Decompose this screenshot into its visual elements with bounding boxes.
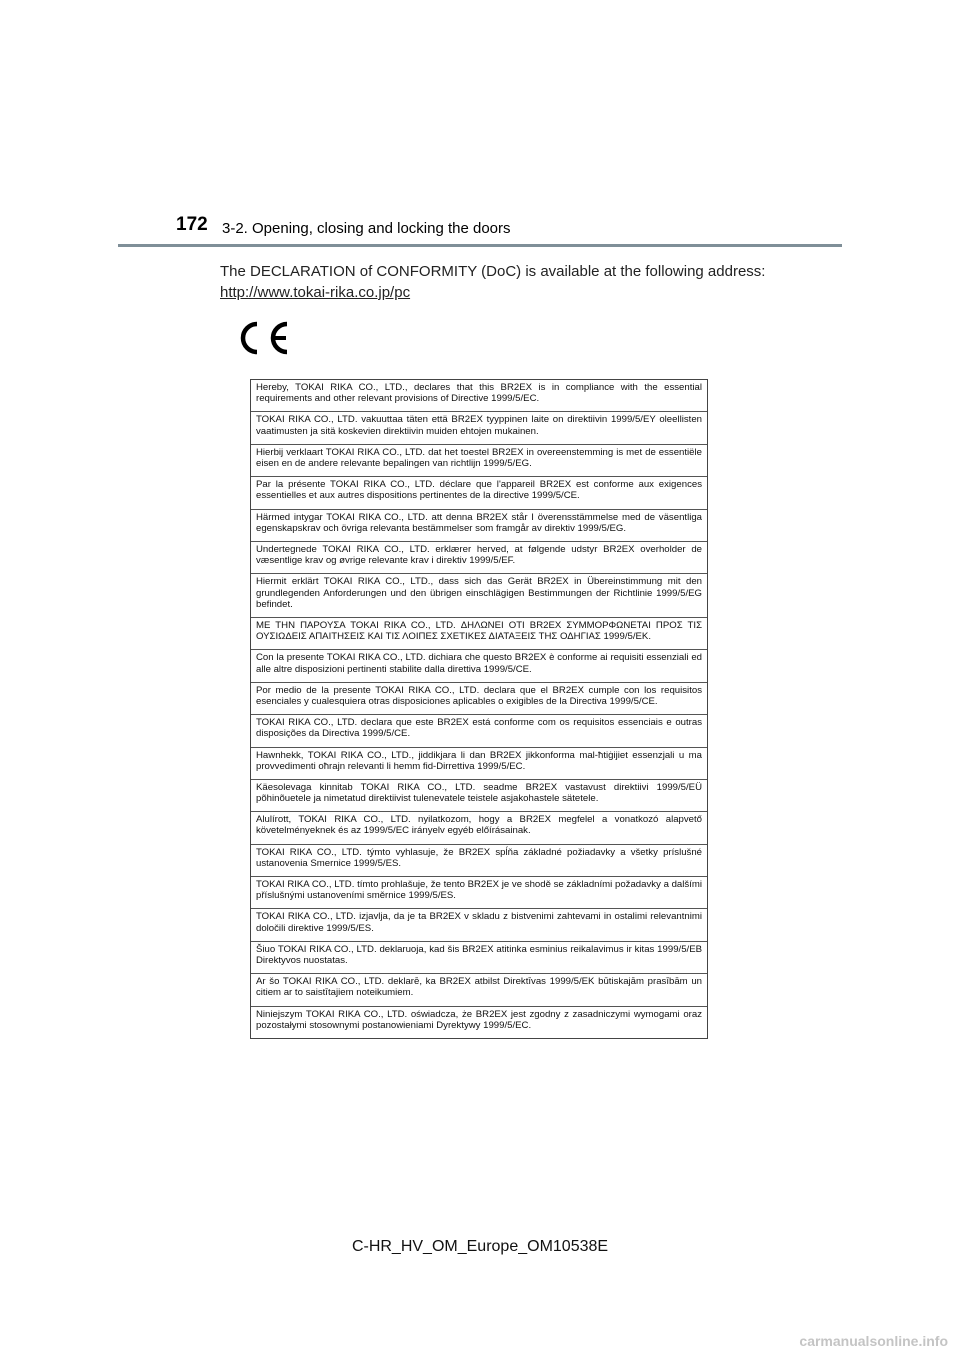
declaration-row: TOKAI RIKA CO., LTD. declara que este BR2EX está conforme com os requisitos essenciais e outras disposições da Directiva 1999/5/CE. [251, 715, 707, 747]
declaration-row: TOKAI RIKA CO., LTD. vakuuttaa täten että BR2EX tyyppinen laite on direktiivin 1999/5/EY oleellisten vaatimusten ja sitä koskevien direktiivin muiden ehtojen mukainen. [251, 412, 707, 444]
watermark: carmanualsonline.info [799, 1333, 948, 1349]
footer-doc-id: C-HR_HV_OM_Europe_OM10538E [351, 1238, 609, 1255]
declaration-row: ΜΕ ΤΗΝ ΠΑΡΟΥΣΑ TOKAI RIKA CO., LTD. ΔΗΛΩΝΕΙ ΟΤΙ BR2EX ΣΥΜΜΟΡΦΩΝΕΤΑΙ ΠΡΟΣ ΤΙΣ ΟΥΣΙΩΔΕΙΣ ΑΠΑΙΤΗΣΕΙΣ ΚΑΙ ΤΙΣ ΛΟΙΠΕΣ ΣΧΕΤΙΚΕΣ ΔΙΑΤΑΞΕΙΣ ΤΗΣ ΟΔΗΓΙΑΣ 1999/5/ΕΚ. [251, 618, 707, 650]
declaration-row: Härmed intygar TOKAI RIKA CO., LTD. att denna BR2EX står I överensstämmelse med de väsentliga egenskapskrav och övriga relevanta bestämmelser som framgår av direktiv 1999/5/EG. [251, 510, 707, 542]
declaration-row: Hawnhekk, TOKAI RIKA CO., LTD., jiddikjara li dan BR2EX jikkonforma mal-ħtiġijiet essenzjali u ma provvedimenti oħrajn relevanti li hemm fid-Dirrettiva 1999/5/EC. [251, 748, 707, 780]
declaration-table [250, 379, 708, 1039]
declaration-row: Alulírott, TOKAI RIKA CO., LTD. nyilatkozom, hogy a BR2EX megfelel a vonatkozó alapvető követelményeknek és az 1999/5/EC irányelv egyéb előírásainak. [251, 812, 707, 844]
declaration-row: TOKAI RIKA CO., LTD. tímto prohlašuje, že tento BR2EX je ve shodě se základními požadavky a dalšími příslušnými ustanoveními směrnice 1999/5/ES. [251, 877, 707, 909]
ce-mark-icon [236, 318, 292, 358]
declaration-row: Hereby, TOKAI RIKA CO., LTD., declares that this BR2EX is in compliance with the essential requirements and other relevant provisions of Directive 1999/5/EC. [251, 380, 707, 412]
declaration-row: Šiuo TOKAI RIKA CO., LTD. deklaruoja, kad šis BR2EX atitinka esminius reikalavimus ir kitas 1999/5/EB Direktyvos nuostatas. [251, 942, 707, 974]
declaration-row: Käesolevaga kinnitab TOKAI RIKA CO., LTD. seadme BR2EX vastavust direktiivi 1999/5/EÜ põhinõuetele ja nimetatud direktiivist tulenevatele teistele asjakohastele sätetele. [251, 780, 707, 812]
declaration-row: Hiermit erklärt TOKAI RIKA CO., LTD., dass sich das Gerät BR2EX in Übereinstimmung mit den grundlegenden Anforderungen und den übrigen einschlägigen Bestimmungen der Richtlinie 1999/5/EG befindet. [251, 574, 707, 618]
declaration-row: TOKAI RIKA CO., LTD. týmto vyhlasuje, že BR2EX spĺňa základné požiadavky a všetky príslušné ustanovenia Smernice 1999/5/ES. [251, 845, 707, 877]
header-divider [118, 244, 842, 247]
section-title: 3-2. Opening, closing and locking the doors [222, 220, 511, 237]
declaration-row: Con la presente TOKAI RIKA CO., LTD. dichiara che questo BR2EX è conforme ai requisiti essenziali ed alle altre disposizioni pertinenti stabilite dalla direttiva 1999/5/CE. [251, 650, 707, 682]
declaration-row: Por medio de la presente TOKAI RIKA CO., LTD. declara que el BR2EX cumple con los requisitos esenciales y cualesquiera otras disposiciones aplicables o exigibles de la Directiva 1999/5/CE. [251, 683, 707, 715]
doc-url-link[interactable]: http://www.tokai-rika.co.jp/pc [220, 284, 411, 301]
declaration-row: Par la présente TOKAI RIKA CO., LTD. déclare que l'appareil BR2EX est conforme aux exigences essentielles et aux autres dispositions pertinentes de la directive 1999/5/CE. [251, 477, 707, 509]
doc-availability-text: The DECLARATION of CONFORMITY (DoC) is available at the following address: [220, 263, 766, 280]
declaration-row: Niniejszym TOKAI RIKA CO., LTD. oświadcza, że BR2EX jest zgodny z zasadniczymi wymogami oraz pozostałymi stosownymi postanowieniami Dyrektywy 1999/5/EC. [256, 1008, 702, 1031]
declaration-row: Hierbij verklaart TOKAI RIKA CO., LTD. dat het toestel BR2EX in overeenstemming is met de essentiële eisen en de andere relevante bepalingen van richtlijn 1999/5/EG. [251, 445, 707, 477]
page-number: 172 [176, 214, 208, 235]
declaration-row: Undertegnede TOKAI RIKA CO., LTD. erklærer herved, at følgende udstyr BR2EX overholder de væsentlige krav og øvrige relevante krav i direktiv 1999/5/EF. [251, 542, 707, 574]
declaration-row: TOKAI RIKA CO., LTD. izjavlja, da je ta BR2EX v skladu z bistvenimi zahtevami in ostalimi relevantnimi določili direktive 1999/5/ES. [251, 909, 707, 941]
declaration-row: Ar šo TOKAI RIKA CO., LTD. deklarē, ka BR2EX atbilst Direktīvas 1999/5/EK būtiskajām prasībām un citiem ar to saistītajiem noteikumiem. [251, 974, 707, 1006]
